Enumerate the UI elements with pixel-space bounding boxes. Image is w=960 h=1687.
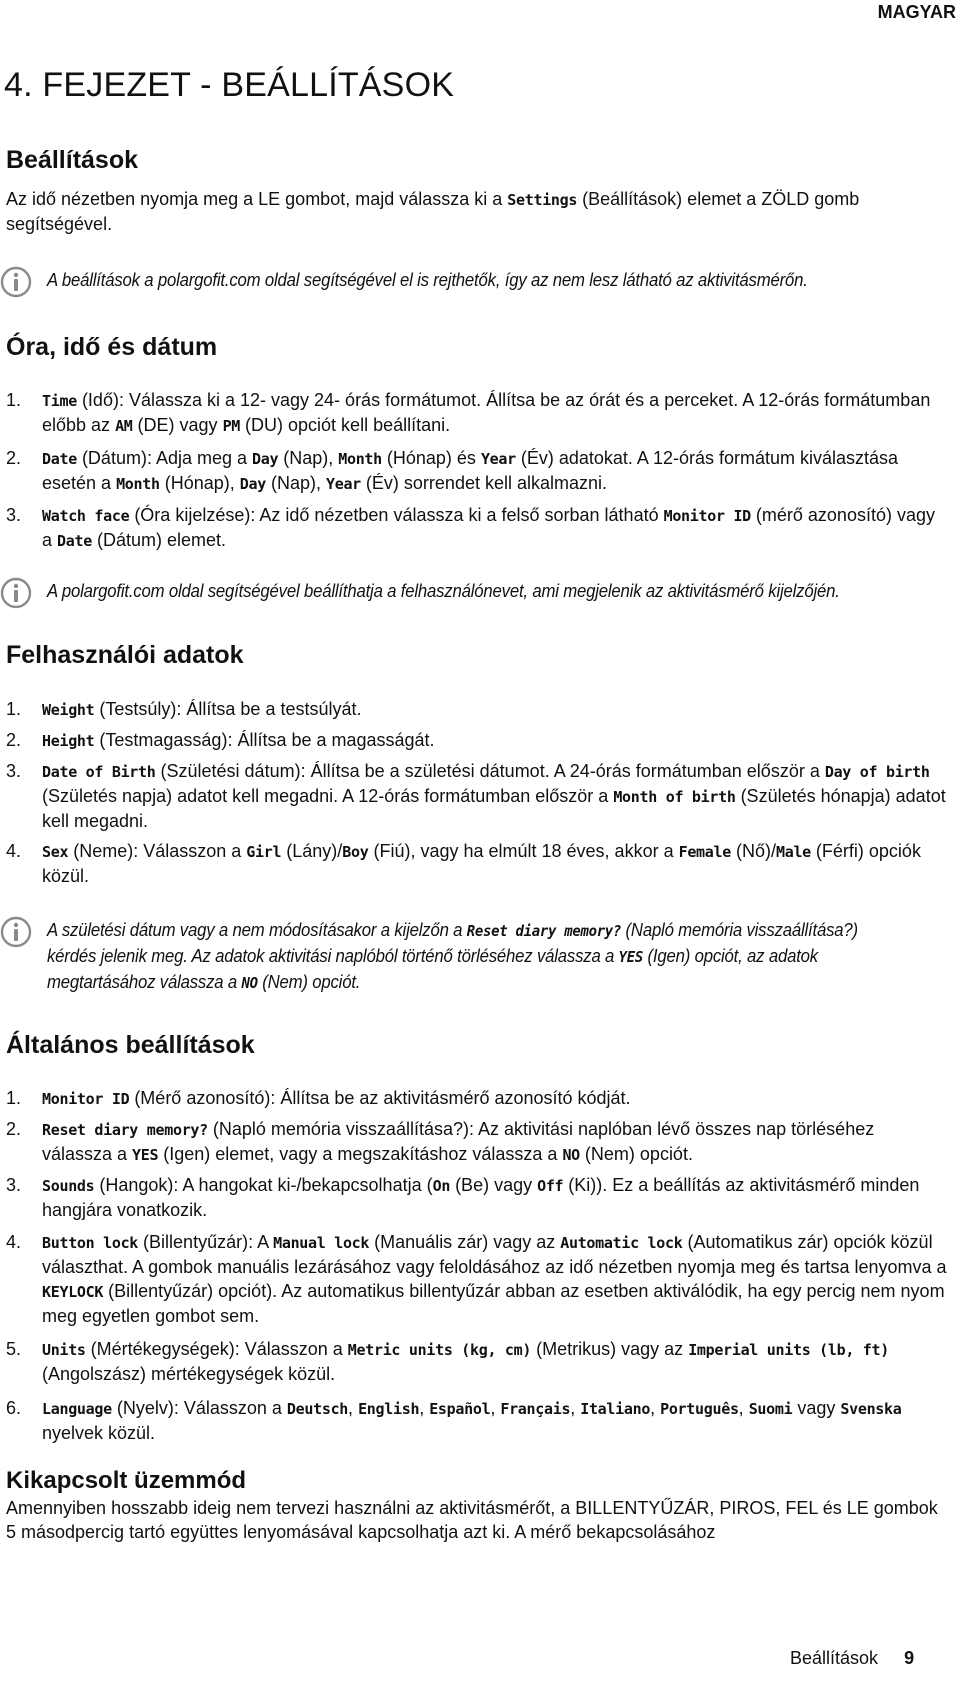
display-keyword: Year <box>325 475 361 493</box>
display-keyword: KEYLOCK <box>42 1283 104 1301</box>
display-keyword: Português <box>660 1400 739 1418</box>
display-keyword: Day of birth <box>824 763 930 781</box>
list-number: 3. <box>6 761 22 781</box>
display-keyword: Italiano <box>580 1400 651 1418</box>
display-keyword: Sounds <box>42 1177 95 1195</box>
display-keyword: Off <box>537 1177 564 1195</box>
display-keyword: Reset diary memory? <box>42 1121 208 1139</box>
display-keyword: AM <box>115 417 133 435</box>
list-number: 3. <box>6 505 22 525</box>
list-number: 2. <box>6 1119 22 1139</box>
display-keyword: Female <box>678 843 731 861</box>
list-item-text: Sex (Neme): Válasszon a Girl (Lány)/Boy (Fiú), vagy ha elmúlt 18 éves, akkor a Female (Nő)/Male (Férfi) opciók közül. <box>42 841 921 886</box>
display-keyword: Sex <box>42 843 69 861</box>
display-keyword: Date <box>42 450 77 468</box>
display-keyword: Watch face <box>42 507 130 525</box>
info-icon <box>0 266 32 298</box>
note-text: A beállítások a polargofit.com oldal segítségével el is rejthetők, így az nem lesz látható az aktivitásmérőn. <box>47 270 808 290</box>
settings-intro: Az idő nézetben nyomja meg a LE gombot, majd válassza ki a Settings (Beállítások) elemet a ZÖLD gomb segítségével. <box>6 189 860 234</box>
list-item-text: Height (Testmagasság): Állítsa be a magasságát. <box>42 730 435 750</box>
page-footer <box>790 1648 914 1669</box>
display-keyword: Settings <box>507 191 578 209</box>
display-keyword: Language <box>42 1400 112 1418</box>
info-icon <box>0 916 32 948</box>
language-label: MAGYAR <box>877 2 956 22</box>
chapter-title: 4. FEJEZET - BEÁLLÍTÁSOK <box>4 66 455 104</box>
display-keyword: Year <box>480 450 516 468</box>
display-keyword: Monitor ID <box>663 507 751 525</box>
display-keyword: NO <box>241 974 258 992</box>
display-keyword: Height <box>42 732 95 750</box>
list-item-text: Time (Idő): Válassza ki a 12- vagy 24- órás formátumot. Állítsa be az órát és a perceket. A 12-órás formátumban előbb az AM (DE) vagy PM (DU) opciót kell beállítani. <box>42 390 931 435</box>
list-number: 5. <box>6 1339 22 1359</box>
display-keyword: Units <box>42 1341 86 1359</box>
section-title-user-data: Felhasználói adatok <box>6 641 244 669</box>
list-number: 4. <box>6 841 22 861</box>
footer-section: Beállítások <box>790 1648 879 1668</box>
note-text: A születési dátum vagy a nem módosításakor a kijelzőn a Reset diary memory? (Napló memória visszaállítása?) kérdés jelenik meg. Az adatok aktivitási naplóból történő törléséhez válassza a YES (Igen) opciót, az adatok megtartásához válassza a NO (Nem) opciót. <box>47 920 858 992</box>
display-keyword: Button lock <box>42 1234 139 1252</box>
display-keyword: Date of Birth <box>42 763 156 781</box>
display-keyword: Weight <box>42 701 95 719</box>
list-number: 3. <box>6 1175 22 1195</box>
list-item-text: Watch face (Óra kijelzése): Az idő nézetben válassza ki a felső sorban látható Monitor ID (mérő azonosító) vagy a Date (Dátum) elemet. <box>42 505 935 550</box>
list-item-text: Date of Birth (Születési dátum): Állítsa be a születési dátumot. A 24-órás formátumban először a Day of birth (Születés napja) adatot kell megadni. A 12-órás formátumban először a Month of birth (Születés hónapja) adatot kell megadni. <box>42 761 946 831</box>
list-item-text: Date (Dátum): Adja meg a Day (Nap), Month (Hónap) és Year (Év) adatokat. A 12-órás formátum kiválasztása esetén a Month (Hónap), Day (Nap), Year (Év) sorrendet kell alkalmazni. <box>42 448 899 493</box>
list-number: 4. <box>6 1232 22 1252</box>
section-title-settings: Beállítások <box>6 146 139 174</box>
display-keyword: Imperial units (lb, ft) <box>688 1341 889 1359</box>
display-keyword: Month of birth <box>613 788 736 806</box>
display-keyword: Español <box>429 1400 491 1418</box>
list-item-text: Units (Mértékegységek): Válasszon a Metric units (kg, cm) (Metrikus) vagy az Imperial units (lb, ft) (Angolszász) mértékegységek közül. <box>42 1339 889 1384</box>
display-keyword: Date <box>57 532 92 550</box>
list-item-text: Sounds (Hangok): A hangokat ki-/bekapcsolhatja (On (Be) vagy Off (Ki)). Ez a beállítás az aktivitásmérő minden hangjára vonatkozik. <box>42 1175 920 1220</box>
list-number: 1. <box>6 699 22 719</box>
display-keyword: Monitor ID <box>42 1090 130 1108</box>
list-number: 2. <box>6 730 22 750</box>
list-number: 2. <box>6 448 22 468</box>
display-keyword: Day <box>252 450 279 468</box>
display-keyword: Male <box>775 843 811 861</box>
display-keyword: English <box>358 1400 420 1418</box>
section-title-off-mode: Kikapcsolt üzemmód <box>6 1467 247 1494</box>
display-keyword: Reset diary memory? <box>466 922 622 940</box>
display-keyword: Time <box>42 392 77 410</box>
list-item-text: Reset diary memory? (Napló memória visszaállítása?): Az aktivitási naplóban lévő összes nap törléséhez válassza a YES (Igen) elemet, vagy a megszakításhoz válassza a NO (Nem) opciót. <box>42 1119 875 1164</box>
display-keyword: Suomi <box>748 1400 793 1418</box>
display-keyword: Boy <box>342 843 369 861</box>
display-keyword: Girl <box>246 843 282 861</box>
list-number: 1. <box>6 390 22 410</box>
display-keyword: NO <box>562 1146 580 1164</box>
list-item-text: Monitor ID (Mérő azonosító): Állítsa be az aktivitásmérő azonosító kódját. <box>42 1088 631 1108</box>
display-keyword: Month <box>338 450 382 468</box>
page-number: 9 <box>904 1648 915 1668</box>
display-keyword: Automatic lock <box>560 1234 683 1252</box>
display-keyword: YES <box>132 1146 159 1164</box>
display-keyword: Manual lock <box>273 1234 370 1252</box>
display-keyword: Month <box>116 475 160 493</box>
display-keyword: Svenska <box>840 1400 902 1418</box>
section-title-time-date: Óra, idő és dátum <box>6 333 218 361</box>
display-keyword: YES <box>618 948 644 966</box>
list-number: 6. <box>6 1398 22 1418</box>
display-keyword: Français <box>500 1400 571 1418</box>
display-keyword: PM <box>222 417 241 435</box>
display-keyword: Metric units (kg, cm) <box>347 1341 532 1359</box>
list-number: 1. <box>6 1088 22 1108</box>
display-keyword: On <box>432 1177 451 1195</box>
display-keyword: Deutsch <box>286 1400 349 1418</box>
list-item-text: Weight (Testsúly): Állítsa be a testsúlyát. <box>42 699 362 719</box>
section-title-general: Általános beállítások <box>6 1031 255 1059</box>
display-keyword: Day <box>239 475 266 493</box>
off-mode-text: Amennyiben hosszabb ideig nem tervezi használni az aktivitásmérőt, a BILLENTYŰZÁR, PIROS, FEL és LE gombok 5 másodpercig tartó együttes lenyomásával kapcsolhatja azt ki. A mérő bekapcsolásához <box>6 1498 938 1542</box>
note-text: A polargofit.com oldal segítségével beállíthatja a felhasználónevet, ami megjelenik az aktivitásmérő kijelzőjén. <box>47 581 840 601</box>
list-item-text: Language (Nyelv): Válasszon a Deutsch, English, Español, Français, Italiano, Português, Suomi vagy Svenska nyelvek közül. <box>42 1398 902 1443</box>
list-item-text: Button lock (Billentyűzár): A Manual lock (Manuális zár) vagy az Automatic lock (Automatikus zár) opciók közül választhat. A gombok manuális lezárásához vagy feloldásához az idő nézetben nyomja meg és tartsa lenyomva a KEYLOCK (Billentyűzár) opciót). Az automatikus billentyűzár abban az esetben aktiválódik, ha egy percig nem nyom meg egyetlen gombot sem. <box>42 1232 947 1326</box>
info-icon <box>0 577 32 609</box>
